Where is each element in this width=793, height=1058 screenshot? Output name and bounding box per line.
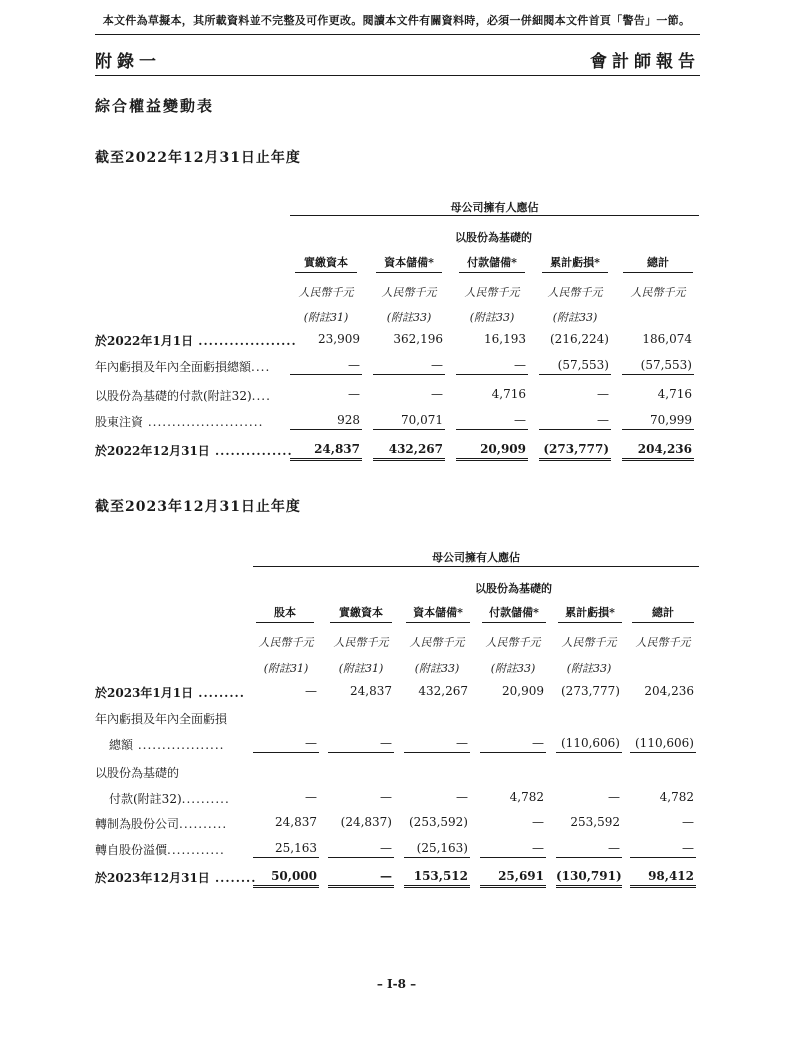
s2-cell: — xyxy=(532,815,544,829)
s2-cell: — xyxy=(404,736,470,753)
s2-row-label: 付款(附註32).......... xyxy=(109,792,230,806)
s2-note: (附註33) xyxy=(414,662,460,675)
s1-cell: (273,777) xyxy=(539,442,611,461)
s1-cell: 16,193 xyxy=(484,332,526,346)
section2-heading: 截至2023年12月31日止年度 xyxy=(95,499,301,515)
s1-cell: — xyxy=(539,413,611,430)
s1-unit: 人民幣千元 xyxy=(547,286,603,299)
s1-cell: — xyxy=(456,413,528,430)
s2-col-share-capital: 股本 xyxy=(256,604,314,623)
header-rule-bottom xyxy=(95,75,700,76)
s2-cell: — xyxy=(556,841,622,858)
s2-cell: — xyxy=(305,684,317,698)
s1-cell: 70,071 xyxy=(373,413,445,430)
s1-cell: — xyxy=(597,387,609,401)
s2-cell: — xyxy=(328,841,394,858)
s1-note: (附註33) xyxy=(469,311,515,324)
s1-cell: 24,837 xyxy=(290,442,362,461)
s2-row-label-line1: 年內虧損及年內全面虧損 xyxy=(95,712,228,726)
header-rule-top xyxy=(95,34,700,35)
section1-share-based-heading: 以股份為基礎的 xyxy=(455,231,532,244)
s2-cell: 25,691 xyxy=(480,869,546,888)
s2-cell: — xyxy=(608,790,620,804)
s2-unit: 人民幣千元 xyxy=(485,636,541,649)
section2-owners-rule xyxy=(253,566,699,567)
s1-note: (附註33) xyxy=(386,311,432,324)
s1-cell: 186,074 xyxy=(642,332,692,346)
s1-cell: 20,909 xyxy=(456,442,528,461)
draft-warning: 本文件為草擬本，其所載資料並不完整及可作更改。閱讀本文件有關資料時，必須一併細閱本文件首頁「警告」一節。 xyxy=(102,14,691,27)
s1-row-label: 股東注資 ........................ xyxy=(95,415,264,429)
s2-cell: 24,837 xyxy=(350,684,392,698)
s2-col-capital-reserve: 資本儲備* xyxy=(406,604,470,623)
s2-cell: 153,512 xyxy=(404,869,470,888)
s2-note: (附註31) xyxy=(263,662,309,675)
s1-cell: — xyxy=(348,387,360,401)
s2-cell: 25,163 xyxy=(253,841,319,858)
s2-cell: — xyxy=(480,841,546,858)
section1-owners-heading: 母公司擁有人應佔 xyxy=(450,201,539,214)
s2-cell: (110,606) xyxy=(630,736,696,753)
s2-row-label: 於2023年1月1日 ......... xyxy=(95,686,245,700)
appendix-label: 附錄一 xyxy=(95,52,161,72)
s2-unit: 人民幣千元 xyxy=(333,636,389,649)
s2-cell: (130,791) xyxy=(556,869,622,888)
section2-owners-heading: 母公司擁有人應佔 xyxy=(432,551,520,564)
s2-row-label: 於2023年12月31日 ........ xyxy=(95,871,257,885)
s2-row-label: 轉自股份溢價............ xyxy=(95,843,225,857)
s2-cell: — xyxy=(630,841,696,858)
s2-col-accumulated-losses: 累計虧損* xyxy=(558,604,622,623)
s1-row-label: 以股份為基礎的付款(附註32).... xyxy=(95,389,271,403)
s1-cell: — xyxy=(373,358,445,375)
s2-note: (附註33) xyxy=(490,662,536,675)
s1-row-label: 於2022年1月1日 ................... xyxy=(95,334,297,348)
s1-row-label: 於2022年12月31日 ............... xyxy=(95,444,293,458)
s1-unit: 人民幣千元 xyxy=(464,286,520,299)
s2-cell: 98,412 xyxy=(630,869,696,888)
s2-cell: 24,837 xyxy=(275,815,317,829)
s1-cell: — xyxy=(456,358,528,375)
s2-cell: 4,782 xyxy=(509,790,544,804)
section2-share-based-heading: 以股份為基礎的 xyxy=(475,582,552,595)
s2-cell: (25,163) xyxy=(404,841,470,858)
s1-cell: 4,716 xyxy=(657,387,692,401)
s1-col-payment-reserve: 付款儲備* xyxy=(459,254,525,273)
s1-cell: 362,196 xyxy=(393,332,443,346)
s2-cell: 4,782 xyxy=(659,790,694,804)
s2-cell: — xyxy=(480,736,546,753)
s1-cell: 928 xyxy=(290,413,362,430)
s2-cell: 253,592 xyxy=(570,815,620,829)
s2-col-total: 總計 xyxy=(632,604,694,623)
s1-cell: 4,716 xyxy=(491,387,526,401)
s2-col-paid-in-capital: 實繳資本 xyxy=(330,604,392,623)
s2-note: (附註31) xyxy=(338,662,384,675)
s1-cell: — xyxy=(290,358,362,375)
s2-cell: 20,909 xyxy=(502,684,544,698)
s1-col-capital-reserve: 資本儲備* xyxy=(376,254,442,273)
s1-col-paid-in-capital: 實繳資本 xyxy=(295,254,357,273)
s2-cell: 204,236 xyxy=(644,684,694,698)
s2-cell: (24,837) xyxy=(340,815,392,829)
report-title: 會計師報告 xyxy=(590,52,700,72)
s2-cell: — xyxy=(380,790,392,804)
s1-cell: 432,267 xyxy=(373,442,445,461)
s2-unit: 人民幣千元 xyxy=(635,636,691,649)
s1-cell: (216,224) xyxy=(550,332,609,346)
s1-unit: 人民幣千元 xyxy=(630,286,686,299)
section1-owners-rule xyxy=(290,215,699,216)
s2-unit: 人民幣千元 xyxy=(561,636,617,649)
s1-cell: 70,999 xyxy=(622,413,694,430)
s1-cell: (57,553) xyxy=(539,358,611,375)
s2-cell: — xyxy=(456,790,468,804)
s2-cell: (253,592) xyxy=(409,815,468,829)
s2-row-label: 總額 .................. xyxy=(109,738,225,752)
s2-row-label-line1: 以股份為基礎的 xyxy=(95,766,180,780)
section1-heading: 截至2022年12月31日止年度 xyxy=(95,150,301,166)
s2-cell: — xyxy=(328,869,394,888)
s2-cell: — xyxy=(253,736,319,753)
s1-note: (附註31) xyxy=(303,311,349,324)
s1-cell: (57,553) xyxy=(622,358,694,375)
s1-cell: 23,909 xyxy=(318,332,360,346)
s2-cell: — xyxy=(305,790,317,804)
page-number: – I-8 – xyxy=(376,977,417,991)
s2-note: (附註33) xyxy=(566,662,612,675)
s2-row-label: 轉制為股份公司.......... xyxy=(95,817,228,831)
s1-row-label: 年內虧損及年內全面虧損總額.... xyxy=(95,360,271,374)
s1-cell: — xyxy=(431,387,443,401)
s1-col-total: 總計 xyxy=(623,254,693,273)
s1-note: (附註33) xyxy=(552,311,598,324)
s1-unit: 人民幣千元 xyxy=(381,286,437,299)
s1-col-accumulated-losses: 累計虧損* xyxy=(542,254,608,273)
s1-unit: 人民幣千元 xyxy=(298,286,354,299)
s2-cell: 432,267 xyxy=(418,684,468,698)
s1-cell: 204,236 xyxy=(622,442,694,461)
s2-cell: (110,606) xyxy=(556,736,622,753)
s2-cell: (273,777) xyxy=(561,684,620,698)
page-title: 綜合權益變動表 xyxy=(95,97,215,115)
s2-cell: — xyxy=(328,736,394,753)
s2-col-payment-reserve: 付款儲備* xyxy=(482,604,546,623)
s2-cell: 50,000 xyxy=(253,869,319,888)
s2-unit: 人民幣千元 xyxy=(409,636,465,649)
s2-unit: 人民幣千元 xyxy=(258,636,314,649)
s2-cell: — xyxy=(682,815,694,829)
